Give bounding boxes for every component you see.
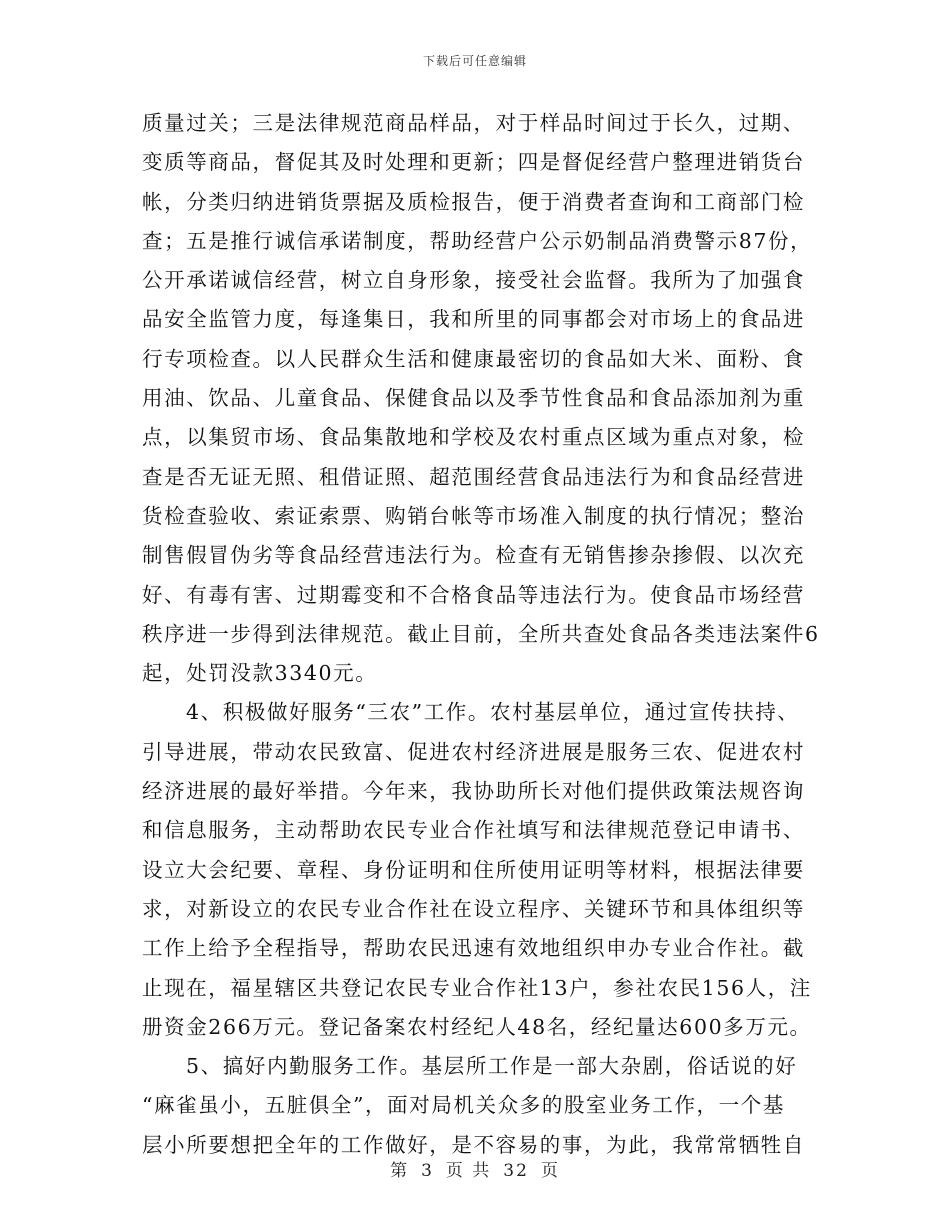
text-line: 起，处罚没款3340元。 — [142, 661, 378, 686]
text-line: 册资金266万元。登记备案农村经纪人48名，经纪量达600多万元。 — [142, 1014, 812, 1039]
text-line: 求，对新设立的农民专业合作社在设立程序、关键环节和具体组织等 — [142, 896, 805, 921]
text-line: 查是否无证无照、租借证照、超范围经营食品违法行为和食品经营进 — [142, 464, 805, 489]
text-line: 质量过关；三是法律规范商品样品，对于样品时间过于长久，过期、 — [142, 111, 805, 135]
total-pages-number: 32 — [503, 1161, 529, 1181]
text-line: 工作上给予全程指导，帮助农民迅速有效地组织申办专业合作社。截 — [142, 936, 805, 961]
text-line: 品安全监管力度，每逢集日，我和所里的同事都会对市场上的食品进 — [142, 307, 805, 332]
text-line: 货检查验收、索证索票、购销台帐等市场准入制度的执行情况；整治 — [142, 503, 805, 528]
text-line: 用油、饮品、儿童食品、保健食品以及季节性食品和食品添加剂为重 — [142, 386, 805, 411]
text-line: 止现在，福星辖区共登记农民专业合作社13户，参社农民156人，注 — [142, 975, 812, 1000]
page-header: 下载后可任意编辑 — [422, 54, 527, 68]
text-line: 查；五是推行诚信承诺制度，帮助经营户公示奶制品消费警示87份， — [142, 228, 813, 253]
page-label-prefix: 第 — [390, 1161, 410, 1181]
page-label-suffix: 页 — [540, 1161, 560, 1181]
text-line: 行专项检查。以人民群众生活和健康最密切的食品如大米、面粉、食 — [142, 346, 805, 371]
text-line: 变质等商品，督促其及时处理和更新；四是督促经营户整理进销货台 — [142, 150, 805, 175]
text-line: 层小所要想把全年的工作做好，是不容易的事，为此，我常常牺牲自 — [142, 1132, 805, 1157]
page-label-middle: 页 共 — [445, 1161, 492, 1181]
text-line: “麻雀虽小，五脏俱全”，面对局机关众多的股室业务工作，一个基 — [142, 1093, 785, 1118]
text-line: 设立大会纪要、章程、身份证明和住所使用证明等材料，根据法律要 — [142, 857, 805, 882]
text-line: 好、有毒有害、过期霉变和不合格食品等违法行为。使食品市场经营 — [142, 582, 805, 607]
paragraph-start-line: 4、积极做好服务“三农”工作。农村基层单位，通过宣传扶持、 — [186, 700, 800, 725]
text-line: 帐，分类归纳进销货票据及质检报告，便于消费者查询和工商部门检 — [142, 189, 805, 214]
document-body — [142, 104, 820, 1165]
current-page-number: 3 — [421, 1161, 434, 1181]
paragraph-start-line: 5、搞好内勤服务工作。基层所工作是一部大杂剧，俗话说的好 — [186, 1054, 798, 1079]
text-line: 经济进展的最好举措。今年来，我协助所长对他们提供政策法规咨询 — [142, 779, 805, 804]
text-line: 引导进展，带动农民致富、促进农村经济进展是服务三农、促进农村 — [142, 739, 805, 764]
text-line: 制售假冒伪劣等食品经营违法行为。检查有无销售掺杂掺假、以次充 — [142, 543, 805, 568]
text-line: 和信息服务，主动帮助农民专业合作社填写和法律规范登记申请书、 — [142, 818, 805, 843]
page-footer — [0, 1156, 950, 1181]
text-line: 公开承诺诚信经营，树立自身形象，接受社会监督。我所为了加强食 — [142, 268, 805, 293]
text-line: 秩序进一步得到法律规范。截止目前，全所共查处食品各类违法案件6 — [142, 621, 820, 646]
text-line: 点，以集贸市场、食品集散地和学校及农村重点区域为重点对象，检 — [142, 425, 805, 450]
